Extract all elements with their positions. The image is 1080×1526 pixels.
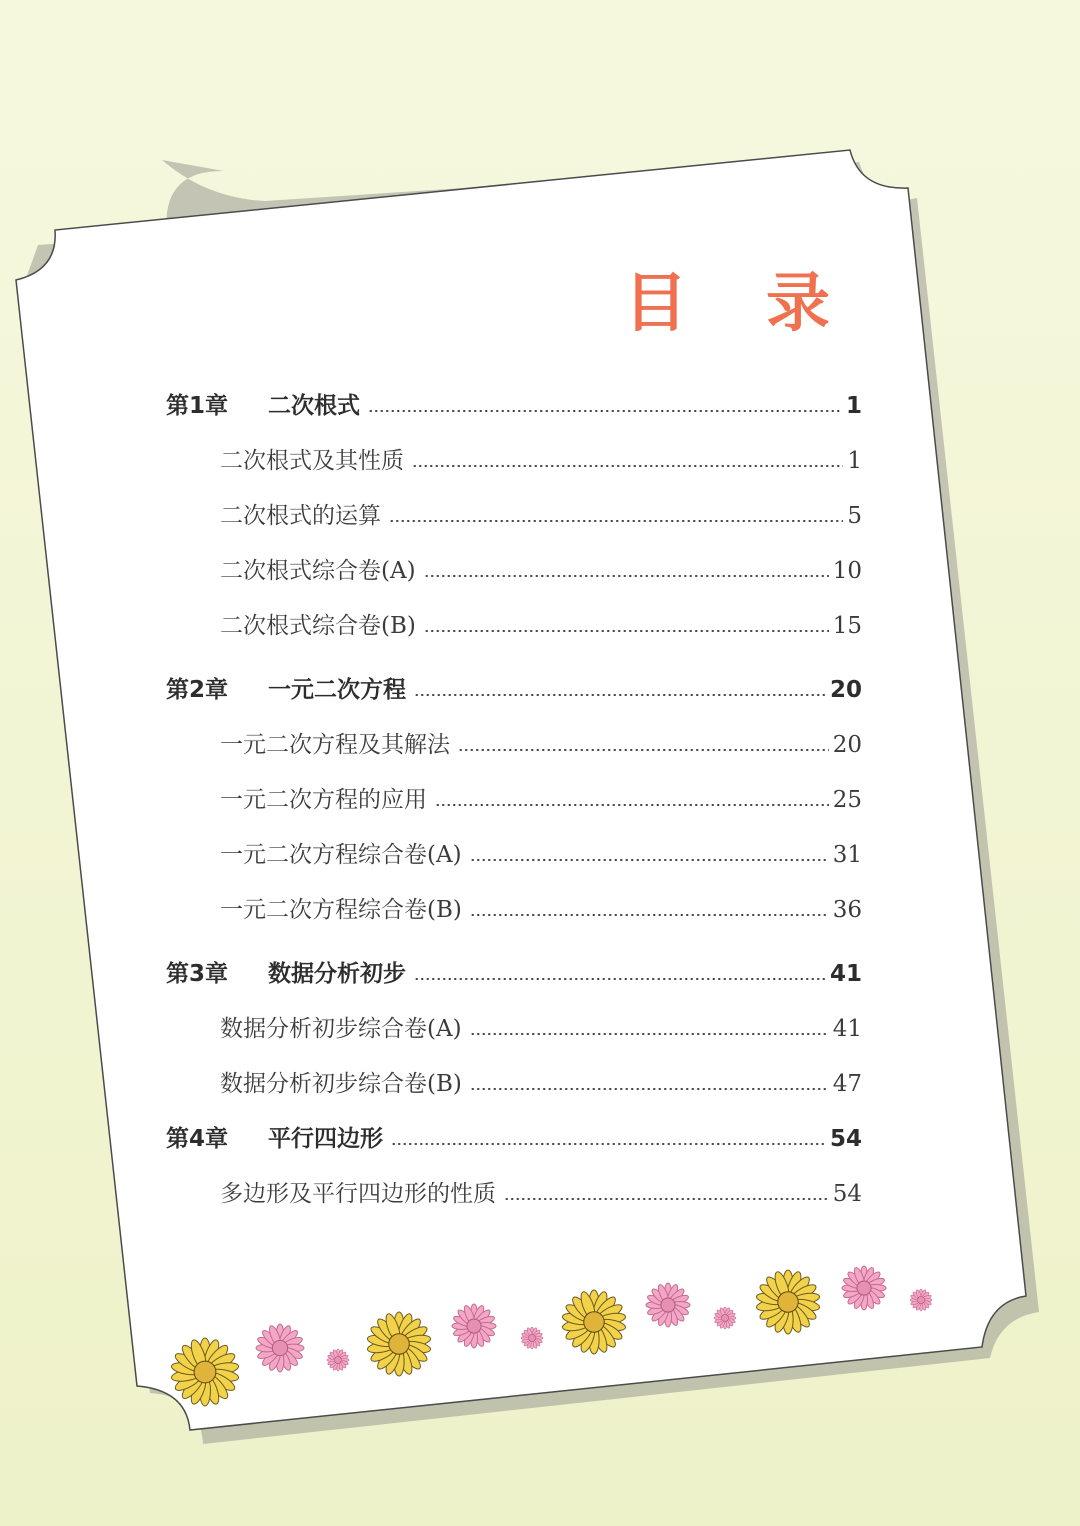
chapter-title: 一元二次方程 xyxy=(268,677,406,703)
flower-yellow-icon xyxy=(756,1270,821,1334)
chapter-number: 第2章 xyxy=(166,677,229,703)
page-number: 1 xyxy=(847,448,862,474)
flower-pink-small-icon xyxy=(327,1349,349,1371)
page-title: 目 录 xyxy=(623,267,858,341)
flower-pink-icon xyxy=(452,1304,496,1348)
section-title: 多边形及平行四边形的性质 xyxy=(220,1181,496,1207)
page-number: 20 xyxy=(829,677,862,703)
flower-yellow-icon xyxy=(562,1290,627,1354)
page-number: 10 xyxy=(832,558,862,584)
section-title: 一元二次方程的应用 xyxy=(220,787,427,813)
flower-yellow-icon xyxy=(171,1338,240,1406)
chapter-number: 第3章 xyxy=(166,961,229,987)
page-number: 15 xyxy=(832,613,862,639)
chapter-number: 第1章 xyxy=(166,393,229,419)
page-number: 41 xyxy=(829,961,862,987)
section-title: 一元二次方程及其解法 xyxy=(220,732,450,758)
page-number: 54 xyxy=(832,1181,862,1207)
flower-pink-icon xyxy=(646,1283,690,1327)
flower-pink-small-icon xyxy=(521,1327,543,1349)
flower-pink-icon xyxy=(256,1324,304,1372)
chapter-title: 平行四边形 xyxy=(268,1126,383,1152)
flower-pink-small-icon xyxy=(714,1307,736,1329)
section-title: 数据分析初步综合卷(A) xyxy=(220,1016,462,1042)
chapter-title: 二次根式 xyxy=(268,393,360,419)
flower-yellow-icon xyxy=(367,1312,432,1376)
page-number: 25 xyxy=(832,787,862,813)
page-number: 36 xyxy=(832,897,862,923)
page-number: 20 xyxy=(832,732,862,758)
flower-pink-small-icon xyxy=(910,1289,932,1311)
page-number: 41 xyxy=(832,1016,862,1042)
flower-pink-icon xyxy=(842,1266,886,1310)
section-title: 二次根式综合卷(A) xyxy=(220,558,416,584)
section-title: 数据分析初步综合卷(B) xyxy=(220,1071,462,1097)
page-number: 54 xyxy=(829,1126,862,1152)
section-title: 二次根式及其性质 xyxy=(220,448,404,474)
page-number: 47 xyxy=(832,1071,862,1097)
chapter-title: 数据分析初步 xyxy=(268,961,406,987)
chapter-number: 第4章 xyxy=(166,1126,229,1152)
page-number: 5 xyxy=(847,503,862,529)
page-number: 31 xyxy=(832,842,862,868)
section-title: 二次根式的运算 xyxy=(220,503,381,529)
section-title: 一元二次方程综合卷(A) xyxy=(220,842,462,868)
section-title: 一元二次方程综合卷(B) xyxy=(220,897,462,923)
section-title: 二次根式综合卷(B) xyxy=(220,613,416,639)
page-number: 1 xyxy=(845,393,862,419)
